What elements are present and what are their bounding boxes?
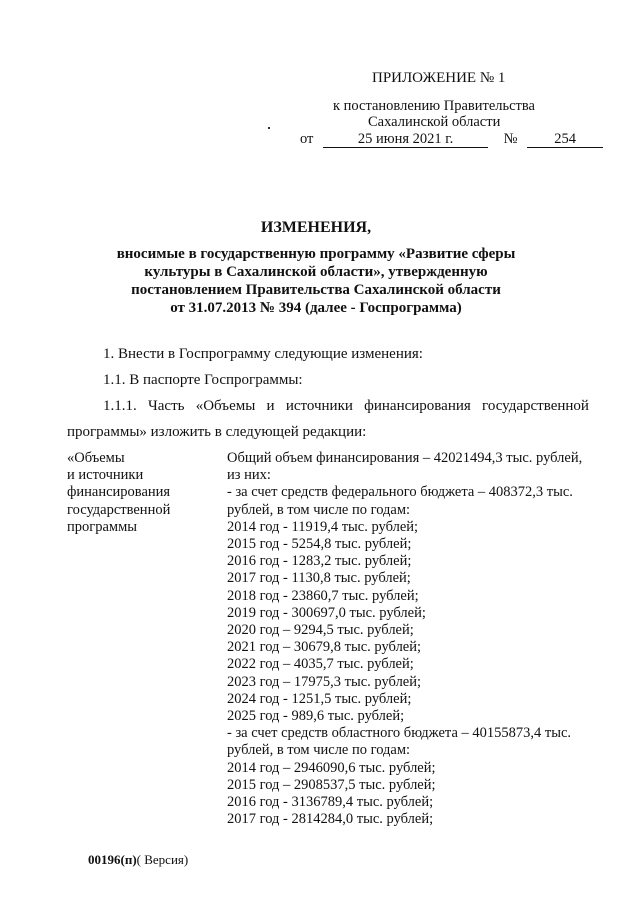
word: и bbox=[266, 398, 275, 414]
number-label: № bbox=[503, 131, 518, 147]
value-line: 2017 год - 2814284,0 тыс. рублей; bbox=[227, 811, 434, 828]
label-line: «Объемы bbox=[67, 450, 125, 466]
title-sub-line-4: от 31.07.2013 № 394 (далее - Госпрограмма) bbox=[170, 300, 462, 316]
value-line: 2025 год - 989,6 тыс. рублей; bbox=[227, 708, 405, 725]
appendix-date-row bbox=[300, 131, 603, 148]
version-label: ( Версия) bbox=[136, 852, 189, 867]
label-line: и источники bbox=[67, 467, 144, 484]
value-line: 2014 год - 11919,4 тыс. рублей; bbox=[227, 518, 419, 535]
value-line: 2015 год – 2908537,5 тыс. рублей; bbox=[227, 776, 436, 793]
scan-speck bbox=[268, 127, 270, 129]
table-label-cell bbox=[67, 450, 170, 536]
label-line: государственной bbox=[67, 501, 171, 518]
value-line: из них: bbox=[227, 467, 271, 484]
label-line: программы bbox=[67, 518, 137, 535]
value-line: 2023 год – 17975,3 тыс. рублей; bbox=[227, 673, 422, 690]
value-line: 2021 год – 30679,8 тыс. рублей; bbox=[227, 639, 422, 656]
table-value-cell bbox=[227, 450, 582, 828]
title-sub-line-2: культуры в Сахалинской области», утвержденную bbox=[144, 264, 488, 280]
value-line: - за счет средств областного бюджета – 40155873,4 тыс. bbox=[227, 725, 572, 742]
value-line: 2016 год - 1283,2 тыс. рублей; bbox=[227, 553, 412, 570]
value-line: 2014 год – 2946090,6 тыс. рублей; bbox=[227, 759, 436, 776]
value-line: 2019 год - 300697,0 тыс. рублей; bbox=[227, 604, 426, 621]
value-line: рублей, в том числе по годам: bbox=[227, 501, 411, 518]
value-line: 2018 год - 23860,7 тыс. рублей; bbox=[227, 587, 419, 604]
value-line: 2024 год - 1251,5 тыс. рублей; bbox=[227, 690, 412, 707]
word: Часть bbox=[148, 398, 185, 414]
appendix-line2: Сахалинской области bbox=[368, 114, 501, 130]
appendix-number: 254 bbox=[527, 131, 603, 148]
word: финансирования bbox=[364, 398, 471, 414]
word: источники bbox=[285, 398, 353, 414]
title-sub-line-1: вносимые в государственную программу «Развитие сферы bbox=[116, 246, 516, 262]
value-line: Общий объем финансирования – 42021494,3 тыс. рублей, bbox=[227, 450, 583, 466]
word: «Объемы bbox=[195, 398, 256, 414]
word: государственной bbox=[482, 398, 589, 414]
item-1-1-1-line1 bbox=[103, 398, 589, 415]
value-line: 2020 год – 9294,5 тыс. рублей; bbox=[227, 622, 414, 639]
appendix-date: 25 июня 2021 г. bbox=[323, 131, 488, 148]
value-line: - за счет средств федерального бюджета – 408372,3 тыс. bbox=[227, 484, 573, 501]
item-1-1: 1.1. В паспорте Госпрограммы: bbox=[103, 372, 303, 388]
from-label: от bbox=[300, 131, 314, 147]
word: 1.1.1. bbox=[103, 398, 137, 414]
label-line: финансирования bbox=[67, 484, 171, 501]
value-line: 2022 год – 4035,7 тыс. рублей; bbox=[227, 656, 414, 673]
appendix-line1: к постановлению Правительства bbox=[333, 98, 535, 114]
item-1-1-1-line2: программы» изложить в следующей редакции: bbox=[67, 424, 367, 440]
footer bbox=[88, 852, 188, 868]
item-1: 1. Внести в Госпрограмму следующие изменения: bbox=[103, 346, 423, 362]
value-line: 2015 год - 5254,8 тыс. рублей; bbox=[227, 536, 412, 553]
value-line: 2016 год - 3136789,4 тыс. рублей; bbox=[227, 794, 434, 811]
value-line: 2017 год - 1130,8 тыс. рублей; bbox=[227, 570, 411, 587]
document-code: 00196(п) bbox=[88, 852, 137, 867]
document-title: ИЗМЕНЕНИЯ, bbox=[260, 219, 372, 236]
value-line: рублей, в том числе по годам: bbox=[227, 742, 411, 759]
title-sub-line-3: постановлением Правительства Сахалинской области bbox=[131, 282, 501, 298]
appendix-heading: ПРИЛОЖЕНИЕ № 1 bbox=[372, 70, 506, 86]
